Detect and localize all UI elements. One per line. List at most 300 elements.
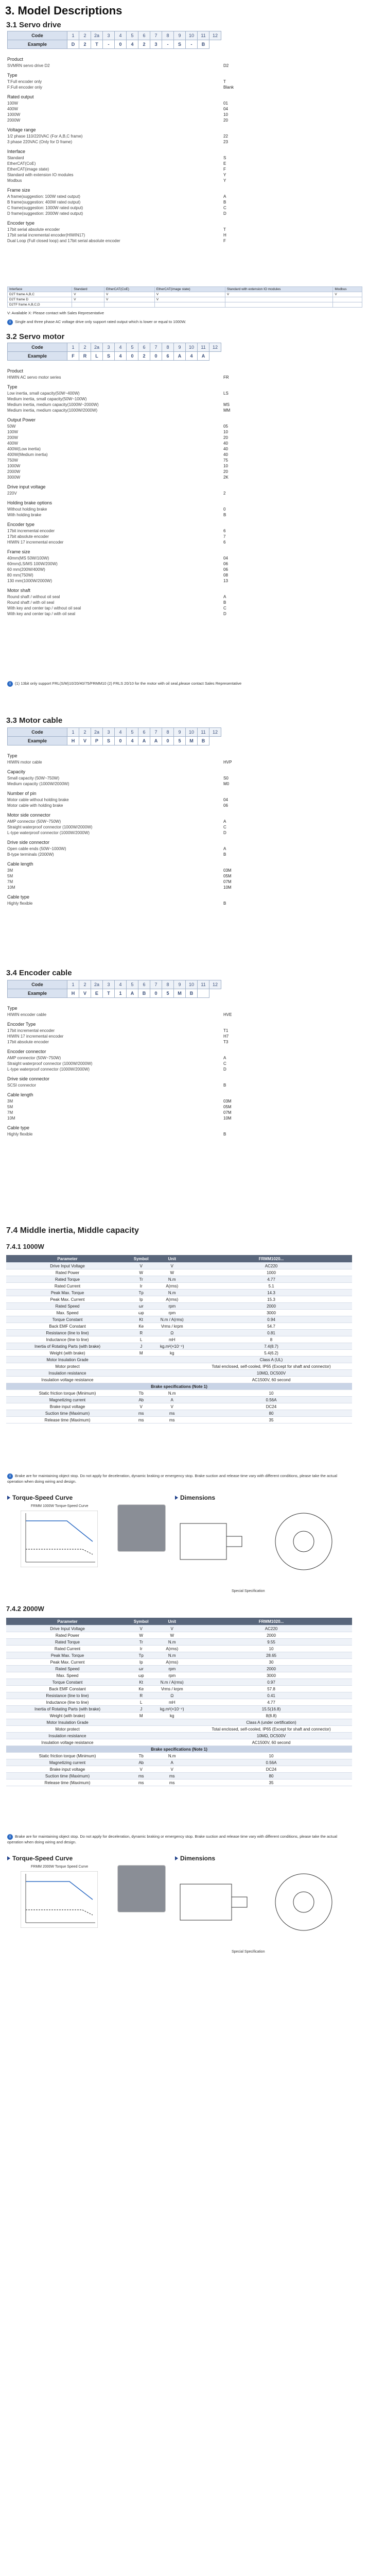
- option-group: [7, 73, 357, 90]
- option-description: 2000W: [7, 469, 21, 474]
- option-description: 1000W: [7, 464, 21, 468]
- option-code: C: [223, 206, 226, 210]
- option-code: T1: [223, 1028, 229, 1033]
- option-description: Standard with extension IO modules: [7, 173, 74, 177]
- option-line: [7, 490, 357, 496]
- option-code: D: [223, 211, 226, 216]
- spec-row: [6, 1672, 352, 1679]
- spec-cell: ms: [129, 1417, 153, 1423]
- spec-row: [6, 1363, 352, 1370]
- spec-cell: R: [129, 1330, 153, 1336]
- code-position: 4: [115, 343, 127, 352]
- option-description: L-type waterproof connector (1000W/2000W): [7, 1067, 90, 1072]
- spec-row: [6, 1296, 352, 1303]
- motor-photo-1000w: [117, 1504, 166, 1552]
- motor-photo-2000w: [117, 1865, 166, 1912]
- flange-front-view: [275, 1874, 332, 1930]
- matrix-cell: Standard with extension IO modules: [225, 287, 332, 292]
- spec-row: [6, 1739, 352, 1746]
- code-value: D: [67, 40, 79, 49]
- code-position: 5: [127, 343, 138, 352]
- spec-cell: 0.94: [190, 1316, 352, 1323]
- torque-speed-curve-2000w: [21, 1871, 98, 1928]
- option-description: 400W(Low inertia): [7, 447, 41, 451]
- spec-cell: V: [129, 1625, 153, 1632]
- matrix-cell: [333, 302, 362, 308]
- option-group-title: Output Power: [7, 417, 36, 422]
- option-group-title: Cable length: [7, 1092, 33, 1097]
- bullet-icon: [175, 1496, 178, 1500]
- spec-cell: 1000: [190, 1269, 352, 1276]
- option-description: 5M: [7, 1105, 13, 1109]
- spec-cell: Motor Insulation Grade: [6, 1719, 129, 1726]
- option-code: 2K: [223, 475, 229, 480]
- spec-header-row: [6, 1255, 352, 1263]
- option-code: 75: [223, 458, 228, 463]
- option-description: HIWIN AC servo motor series: [7, 375, 61, 380]
- spec-cell: ms: [129, 1773, 153, 1780]
- special-spec-caption-1000w: Special Specification: [232, 1589, 265, 1593]
- option-group: [7, 549, 357, 584]
- code-value: -: [162, 40, 174, 49]
- spec-cell: FRMM1020...: [190, 1255, 352, 1263]
- spec-row: [6, 1679, 352, 1686]
- code-value: H: [67, 737, 79, 745]
- matrix-cell: D2T frame D: [8, 297, 72, 302]
- code-value: 5: [174, 737, 186, 745]
- option-group: [7, 1006, 357, 1018]
- option-group: [7, 1076, 357, 1088]
- spec-cell: 0.41: [190, 1692, 352, 1699]
- spec-header-row: [6, 1618, 352, 1625]
- spec-cell: Magnetizing current: [6, 1759, 129, 1766]
- spec-cell: 15.5(16.8): [190, 1706, 352, 1713]
- spec-cell: Brake input voltage: [6, 1403, 129, 1410]
- option-code: T3: [223, 1040, 229, 1044]
- spec-row: [6, 1713, 352, 1719]
- code-value: 0: [162, 737, 174, 745]
- option-description: Motor cable with holding brake: [7, 803, 63, 808]
- option-group-title: Number of pin: [7, 791, 37, 796]
- option-code: M0: [223, 782, 230, 786]
- spec-cell: Weight (with brake): [6, 1713, 129, 1719]
- spec-cell: 5.1: [190, 1283, 352, 1290]
- spec-cell: Motor Insulation Grade: [6, 1357, 129, 1363]
- motor-cable-title: 3.3 Motor cable: [6, 716, 63, 725]
- option-code: T: [223, 79, 226, 84]
- spec-cell: Back EMF Constant: [6, 1686, 129, 1692]
- brake-note-1000w: i Brake are for maintaining object stop. Do not apply for deceleration, dynamic braking or emergency stop. Brake suction and release time vary with different conditions, please take the actual operation when doing wiring and design.: [7, 1473, 338, 1484]
- option-code: B: [223, 513, 226, 517]
- spec-cell: 9.55: [190, 1639, 352, 1646]
- option-group: [7, 94, 357, 123]
- option-description: 17bit incremental encoder: [7, 529, 55, 533]
- option-description: Open cable ends (50W~1000W): [7, 846, 66, 851]
- matrix-cell: D2T frame A,B,C: [8, 292, 72, 297]
- code-value: P: [91, 737, 103, 745]
- option-line: [7, 759, 357, 765]
- bullet-icon: [175, 1856, 178, 1860]
- spec-row: [6, 1719, 352, 1726]
- code-position: 12: [209, 728, 221, 737]
- spec-cell: Vrms / krpm: [153, 1686, 190, 1692]
- option-group-title: Holding brake options: [7, 500, 52, 505]
- code-value: 0: [115, 737, 127, 745]
- spec-cell: 4.77: [190, 1276, 352, 1283]
- code-position: 5: [127, 980, 138, 989]
- option-line: [7, 63, 357, 69]
- code-value: 4: [115, 352, 127, 361]
- spec-cell: V: [129, 1403, 153, 1410]
- code-value: 2: [79, 40, 91, 49]
- spec-cell: [153, 1377, 190, 1383]
- motor-cable-code-table: [7, 727, 221, 745]
- spec-cell: A(rms): [153, 1659, 190, 1666]
- option-code: Y: [223, 178, 226, 183]
- matrix-cell: D2TF frame A,B,C,D: [8, 302, 72, 308]
- option-line: [7, 112, 357, 117]
- option-code: A: [223, 819, 226, 824]
- option-line: [7, 211, 357, 216]
- option-line: [7, 572, 357, 578]
- matrix-cell: V: [225, 292, 332, 297]
- spec-cell: Ir: [129, 1646, 153, 1652]
- servo-drive-note: i Single and three phase AC voltage drive only support rated output which is lower or equal to 1000W.: [7, 319, 186, 325]
- code-value: B: [138, 989, 150, 998]
- option-line: [7, 155, 357, 161]
- option-description: HIWIN encoder cable: [7, 1012, 47, 1017]
- code-label: Code: [8, 31, 67, 40]
- spec-cell: N.m: [153, 1753, 190, 1759]
- code-value: V: [79, 737, 91, 745]
- option-line: [7, 452, 357, 457]
- spec-row: [6, 1357, 352, 1363]
- code-position: 9: [174, 980, 186, 989]
- spec-cell: Parameter: [6, 1618, 129, 1625]
- example-label: Example: [8, 737, 67, 745]
- spec-cell: Symbol: [129, 1618, 153, 1625]
- spec-row: [6, 1632, 352, 1639]
- spec-cell: Torque Constant: [6, 1316, 129, 1323]
- option-code: MS: [223, 402, 230, 407]
- spec-cell: 57.8: [190, 1686, 352, 1692]
- option-code: 40: [223, 447, 228, 451]
- spec-cell: Resistance (line to line): [6, 1330, 129, 1336]
- spec-row: [6, 1303, 352, 1310]
- spec-cell: FRMM1020...: [190, 1618, 352, 1625]
- spec-cell: J: [129, 1706, 153, 1713]
- spec-cell: Unit: [153, 1618, 190, 1625]
- servo-motor-options: [7, 368, 357, 621]
- option-description: B-type terminals (2000W): [7, 852, 54, 857]
- option-description: 17bit incremental encoder: [7, 1028, 55, 1033]
- spec-cell: Peak Max. Current: [6, 1296, 129, 1303]
- code-position: 7: [150, 728, 162, 737]
- servo-motor-title: 3.2 Servo motor: [6, 332, 65, 341]
- spec-cell: V: [153, 1403, 190, 1410]
- option-code: 0: [223, 507, 226, 512]
- code-value: M: [174, 989, 186, 998]
- option-description: A frame(suggestion: 100W rated output): [7, 194, 80, 199]
- code-value: 1: [115, 989, 127, 998]
- code-value: R: [79, 352, 91, 361]
- spec-cell: [153, 1719, 190, 1726]
- spec-cell: A(rms): [153, 1296, 190, 1303]
- option-description: Dual Loop (Full closed loop) and 17bit serial absolute encoder: [7, 239, 120, 243]
- spec-cell: V: [153, 1263, 190, 1269]
- code-value: A: [198, 352, 209, 361]
- option-description: Medium inertia, medium capacity(1000W~2000W): [7, 402, 99, 407]
- spec-cell: mH: [153, 1336, 190, 1343]
- spec-cell: [153, 1370, 190, 1377]
- spec-cell: 14.3: [190, 1290, 352, 1296]
- spec-cell: R: [129, 1692, 153, 1699]
- code-position: 9: [174, 728, 186, 737]
- option-group-title: Motor side connector: [7, 812, 51, 818]
- spec-cell: 2000: [190, 1632, 352, 1639]
- option-line: [7, 824, 357, 830]
- spec-row: [6, 1706, 352, 1713]
- spec-cell: [129, 1719, 153, 1726]
- spec-cell: Inertia of Rotating Parts (with brake): [6, 1706, 129, 1713]
- spec-cell: A: [153, 1759, 190, 1766]
- spec-cell: Drive Input Voltage: [6, 1263, 129, 1269]
- option-line: [7, 539, 357, 545]
- code-position: 6: [138, 343, 150, 352]
- code-position: 11: [198, 343, 209, 352]
- option-code: HVE: [223, 1012, 232, 1017]
- option-description: 130 mm(1000W/2000W): [7, 579, 52, 583]
- spec-cell: ms: [153, 1773, 190, 1780]
- spec-cell: Peak Max. Torque: [6, 1290, 129, 1296]
- option-description: Round shaft / with oil seal: [7, 600, 55, 605]
- example-label: Example: [8, 40, 67, 49]
- option-line: [7, 391, 357, 396]
- option-code: 03M: [223, 1099, 232, 1104]
- option-group: [7, 149, 357, 183]
- option-description: Standard: [7, 156, 24, 160]
- option-code: 6: [223, 529, 226, 533]
- code-value: A: [138, 737, 150, 745]
- option-description: 60mm(LS/MS 100W/200W): [7, 562, 58, 566]
- code-label: Code: [8, 980, 67, 989]
- option-description: 220V: [7, 491, 17, 496]
- example-label: Example: [8, 989, 67, 998]
- spec-cell: 5.4(6.2): [190, 1350, 352, 1357]
- spec-cell: Tb: [129, 1753, 153, 1759]
- option-description: 17bit serial absolute encoder: [7, 227, 60, 232]
- spec-cell: Kt: [129, 1679, 153, 1686]
- spec-cell: Class A (UL): [190, 1357, 352, 1363]
- code-position: 1: [67, 343, 79, 352]
- option-code: C: [223, 606, 226, 611]
- code-value: S: [103, 737, 115, 745]
- spec-cell: Ip: [129, 1296, 153, 1303]
- spec-cell: 7.4(8.7): [190, 1343, 352, 1350]
- option-code: HVP: [223, 760, 232, 765]
- spec-cell: Kt: [129, 1316, 153, 1323]
- code-value: 4: [127, 737, 138, 745]
- option-code: 05: [223, 424, 228, 429]
- option-line: [7, 161, 357, 166]
- option-description: Small capacity (50W~750W): [7, 776, 60, 781]
- code-value: 6: [162, 352, 174, 361]
- code-value: A: [150, 737, 162, 745]
- option-code: H7: [223, 1034, 229, 1039]
- option-group: [7, 588, 357, 617]
- option-line: [7, 238, 357, 244]
- code-value: 0: [127, 352, 138, 361]
- spec-cell: Ip: [129, 1659, 153, 1666]
- spec-cell: 80: [190, 1410, 352, 1417]
- code-value: 2: [138, 352, 150, 361]
- code-position: 6: [138, 728, 150, 737]
- option-description: Medium capacity (1000W/2000W): [7, 782, 69, 786]
- spec-cell: AC1500V, 60 second: [190, 1739, 352, 1746]
- option-description: 10M: [7, 1116, 15, 1121]
- option-description: Highly flexible: [7, 901, 33, 906]
- spec-cell: 0.56A: [190, 1759, 352, 1766]
- option-line: [7, 1104, 357, 1110]
- option-code: 07M: [223, 1110, 232, 1115]
- motor-side-view: [180, 1884, 232, 1920]
- spec-cell: N.m / A(rms): [153, 1679, 190, 1686]
- option-line: [7, 440, 357, 446]
- spec-cell: [153, 1739, 190, 1746]
- spec-cell: Ab: [129, 1759, 153, 1766]
- code-value: T: [103, 989, 115, 998]
- option-line: [7, 534, 357, 539]
- spec-cell: 3000: [190, 1672, 352, 1679]
- option-description: Straight waterproof connector (1000W/2000W): [7, 825, 93, 829]
- spec-row: [6, 1726, 352, 1733]
- spec-row: [6, 1336, 352, 1343]
- spec-cell: [129, 1733, 153, 1739]
- code-position: 9: [174, 343, 186, 352]
- spec-cell: [129, 1726, 153, 1733]
- spec-table-1000w: [6, 1255, 352, 1423]
- option-description: AMP connector (50W~750W): [7, 1056, 61, 1060]
- option-description: Without holding brake: [7, 507, 47, 512]
- spec-cell: Ω: [153, 1692, 190, 1699]
- option-code: 20: [223, 435, 228, 440]
- brake-row: [6, 1410, 352, 1417]
- code-position: 10: [186, 980, 198, 989]
- option-line: [7, 873, 357, 879]
- dimension-drawing-1000w: [175, 1505, 355, 1588]
- dimensions-heading-2000w: Dimensions: [175, 1855, 215, 1862]
- spec-cell: kg: [153, 1350, 190, 1357]
- spec-row: [6, 1276, 352, 1283]
- spec-cell: 2000: [190, 1666, 352, 1672]
- spec-cell: J: [129, 1343, 153, 1350]
- spec-cell: Tp: [129, 1290, 153, 1296]
- spec-row: [6, 1323, 352, 1330]
- option-group-title: Drive input voltage: [7, 484, 46, 489]
- spec-cell: 8(8.8): [190, 1713, 352, 1719]
- option-code: A: [223, 194, 226, 199]
- option-line: [7, 1033, 357, 1039]
- option-description: 1000W: [7, 112, 21, 117]
- option-description: EtherCAT(image state): [7, 167, 49, 172]
- spec-cell: Motor protect: [6, 1363, 129, 1370]
- option-group-title: Frame size: [7, 549, 30, 554]
- code-position: 12: [209, 31, 221, 40]
- option-line: [7, 797, 357, 803]
- option-line: [7, 506, 357, 512]
- spec-cell: A(rms): [153, 1283, 190, 1290]
- option-code: D: [223, 612, 226, 616]
- code-value: B: [186, 989, 198, 998]
- option-code: 01: [223, 101, 228, 106]
- brake-row: [6, 1766, 352, 1773]
- option-group: [7, 1049, 357, 1072]
- spec-cell: 10: [190, 1646, 352, 1652]
- option-code: B: [223, 600, 226, 605]
- option-line: [7, 555, 357, 561]
- spec-cell: [129, 1363, 153, 1370]
- option-line: [7, 803, 357, 808]
- code-position: 5: [127, 728, 138, 737]
- code-value: F: [67, 352, 79, 361]
- matrix-row: [8, 302, 362, 308]
- spec-cell: 10MΩ, DC500V: [190, 1733, 352, 1739]
- spec-row: [6, 1625, 352, 1632]
- option-line: [7, 1066, 357, 1072]
- option-group: [7, 384, 357, 413]
- option-line: [7, 611, 357, 617]
- code-value: 0: [115, 40, 127, 49]
- info-icon: i: [7, 319, 13, 325]
- spec-cell: A: [153, 1397, 190, 1403]
- option-line: [7, 1098, 357, 1104]
- spec-cell: kg: [153, 1713, 190, 1719]
- option-description: 10M: [7, 885, 15, 890]
- spec-cell: Insulation voltage resistance: [6, 1377, 129, 1383]
- option-group: [7, 484, 357, 496]
- spec-cell: V: [129, 1766, 153, 1773]
- code-position: 6: [138, 980, 150, 989]
- option-line: [7, 567, 357, 572]
- option-line: [7, 846, 357, 852]
- spec-cell: Rated Torque: [6, 1276, 129, 1283]
- spec-cell: 54.7: [190, 1323, 352, 1330]
- code-position: 8: [162, 343, 174, 352]
- spec-cell: [129, 1377, 153, 1383]
- option-code: B: [223, 852, 226, 857]
- motor-cable-options: [7, 753, 357, 910]
- code-label: Code: [8, 728, 67, 737]
- option-group-title: Voltage range: [7, 127, 36, 132]
- spec-cell: Inductance (line to line): [6, 1336, 129, 1343]
- option-line: [7, 133, 357, 139]
- shaft-view: [226, 1536, 242, 1547]
- option-description: D frame(suggestion: 2000W rated output): [7, 211, 83, 216]
- option-code: 03M: [223, 868, 232, 873]
- code-position: 1: [67, 31, 79, 40]
- option-code: 13: [223, 579, 228, 583]
- code-position: 2: [79, 728, 91, 737]
- option-description: 1/2 phase 110/220VAC (For A,B,C frame): [7, 134, 83, 139]
- spec-cell: 28.65: [190, 1652, 352, 1659]
- option-code: 10M: [223, 885, 232, 890]
- code-position: 1: [67, 728, 79, 737]
- option-code: 10: [223, 112, 228, 117]
- spec-cell: Resistance (line to line): [6, 1692, 129, 1699]
- option-line: [7, 172, 357, 178]
- servo-motor-note: i (1) 13bit only support FRL(S/M)10/20/40/75/FRMM10 (2) FRLS 20/10 for the motor with oil seal,please contact Sales Representative: [7, 681, 241, 687]
- spec-cell: 0.97: [190, 1679, 352, 1686]
